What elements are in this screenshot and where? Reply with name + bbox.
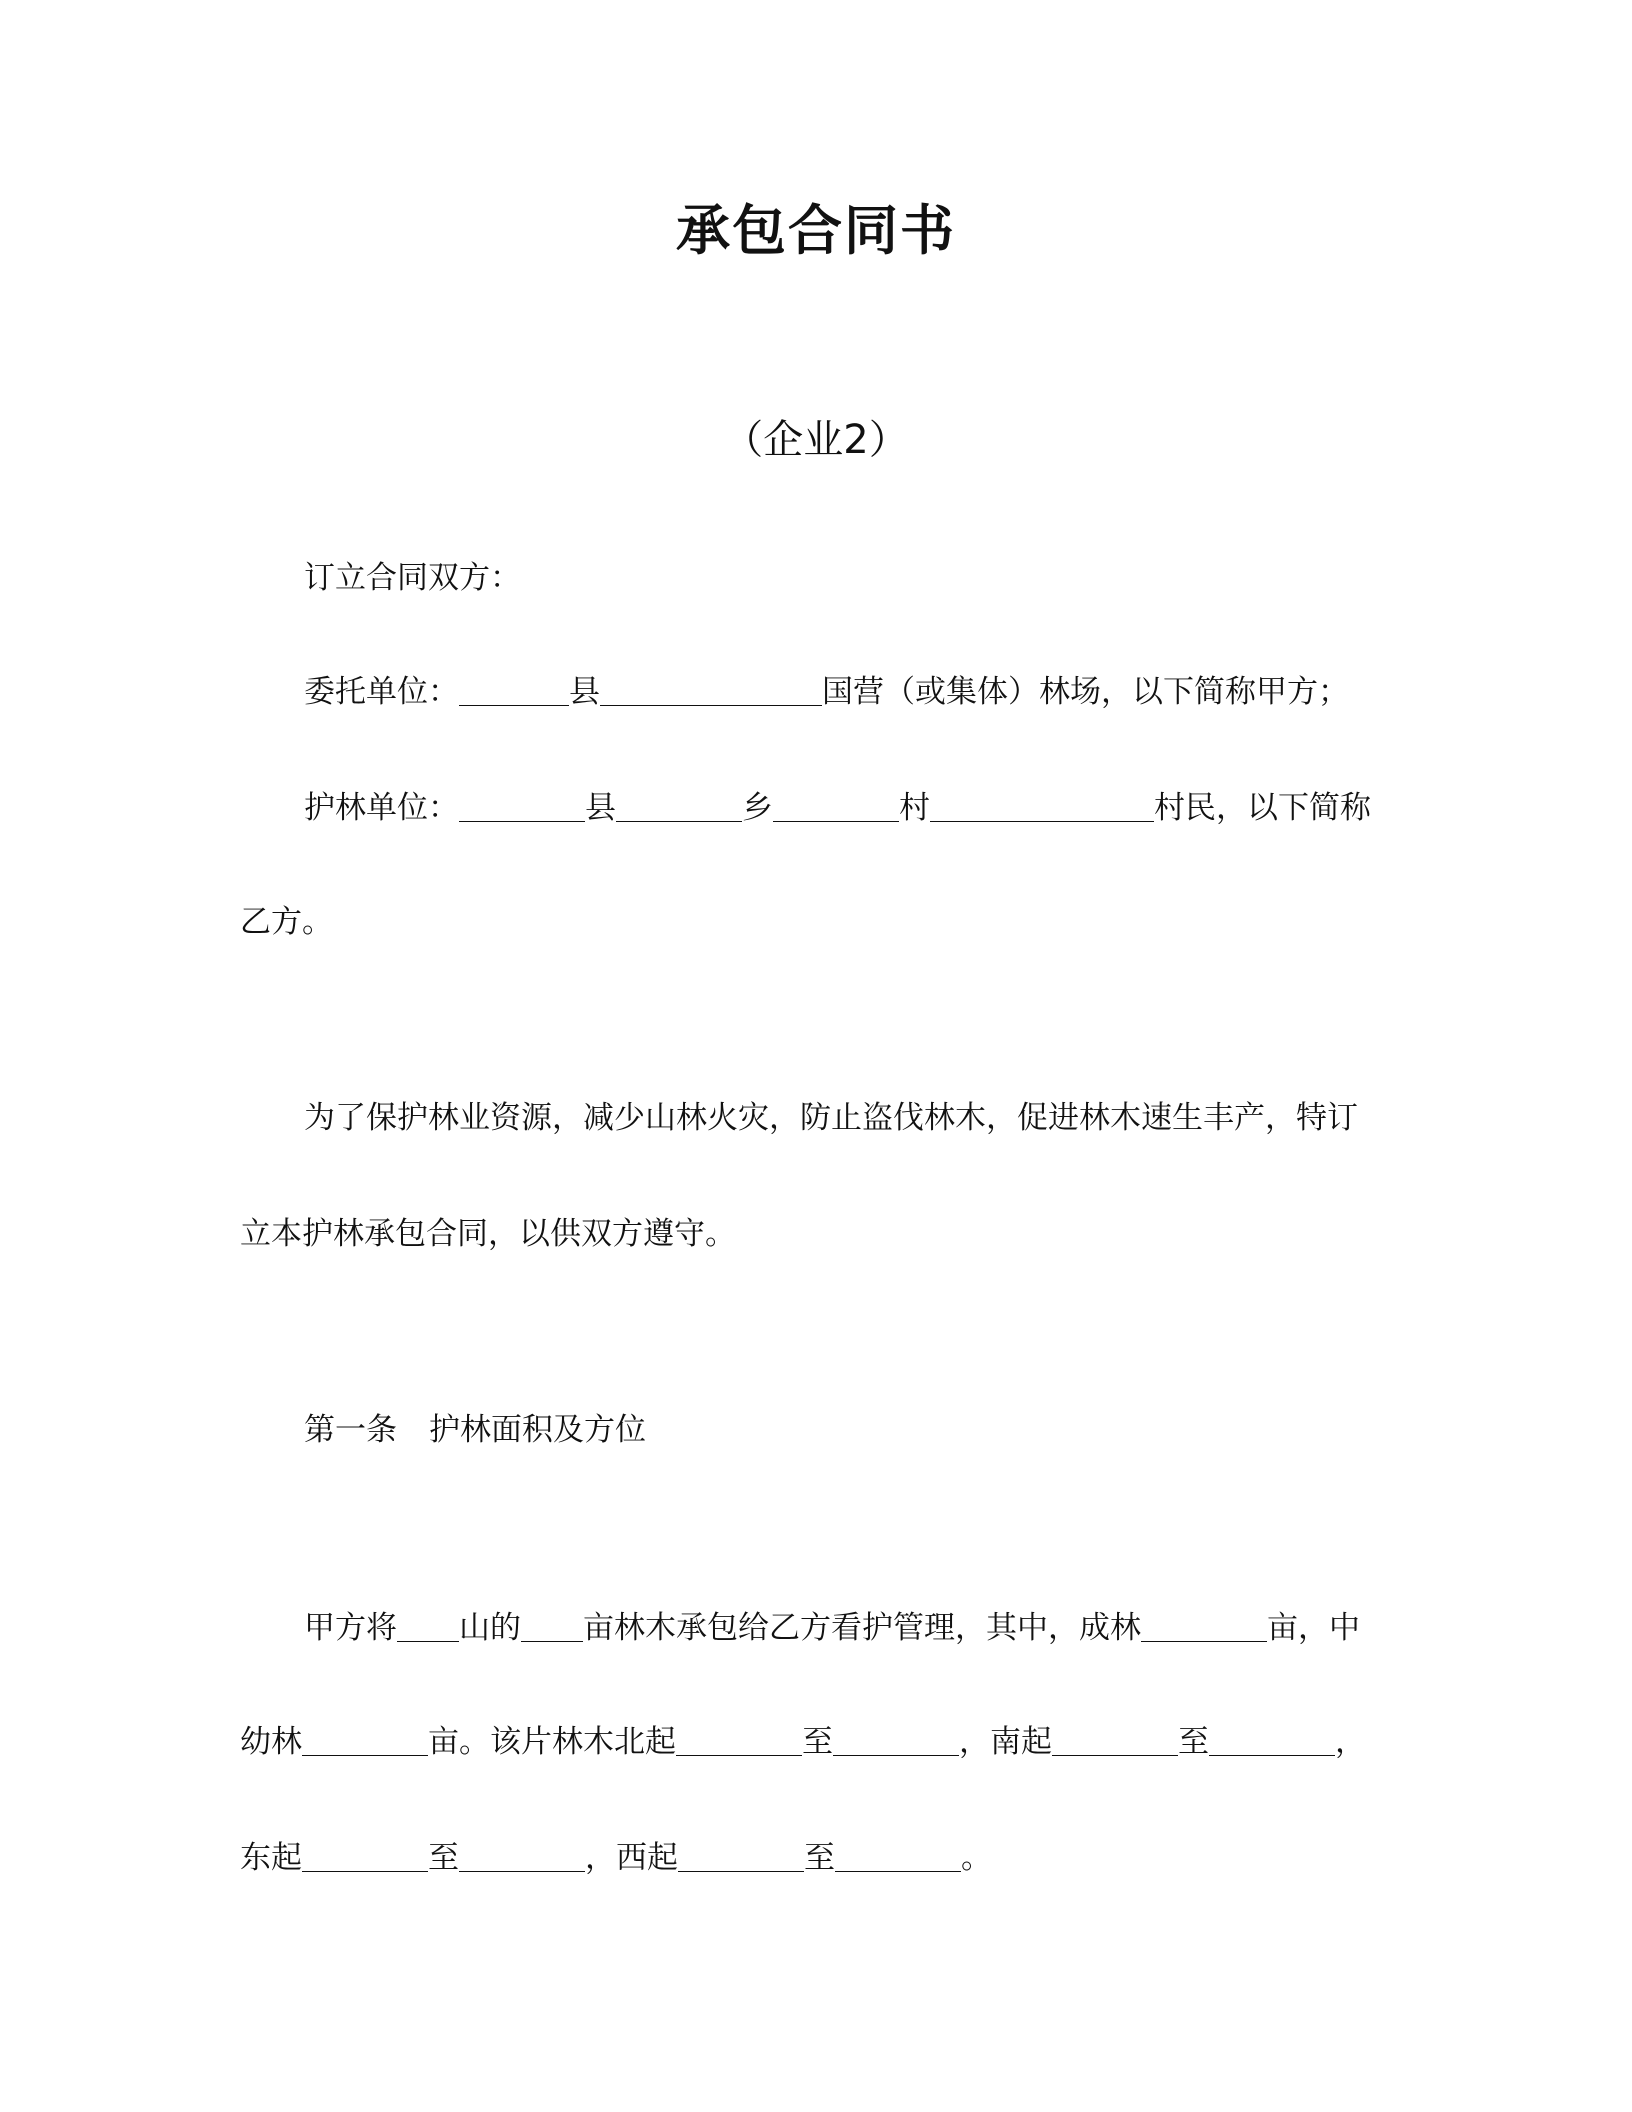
blank-client-county (459, 675, 569, 706)
article-1-title: 护林面积及方位 (429, 1412, 646, 1448)
clause-text: 幼林 (240, 1724, 302, 1760)
blank-west-from (678, 1841, 804, 1872)
clause-text: 至 (1178, 1724, 1209, 1760)
document-subtitle: （企业2） (723, 417, 909, 463)
clause-text: ，南起 (959, 1724, 1052, 1760)
clause-text: 。 (961, 1840, 992, 1876)
clause-text: 亩林木承包给乙方看护管理，其中，成林 (583, 1610, 1141, 1646)
blank-east-from (302, 1841, 428, 1872)
clause-line-3 (240, 1836, 992, 1880)
blank-west-to (835, 1841, 961, 1872)
parties-heading: 订立合同双方： (304, 560, 521, 596)
blank-mountain (397, 1611, 459, 1642)
guard-label: 护林单位： (304, 790, 459, 826)
client-county-text: 县 (569, 674, 600, 710)
blank-mature-forest (1141, 1611, 1267, 1642)
clause-text: 亩。该片林木北起 (428, 1724, 676, 1760)
guard-line-end: 乙方。 (240, 904, 333, 940)
clause-text: 至 (804, 1840, 835, 1876)
article-1-heading (304, 1408, 646, 1452)
clause-text: ， (1335, 1724, 1366, 1760)
guard-village-text: 村 (899, 790, 930, 826)
clause-text: 东起 (240, 1840, 302, 1876)
blank-north-from (676, 1725, 802, 1756)
clause-text: 至 (428, 1840, 459, 1876)
blank-south-to (1209, 1725, 1335, 1756)
guard-villager-text: 村民，以下简称 (1154, 790, 1371, 826)
blank-young-forest (302, 1725, 428, 1756)
document-title: 承包合同书 (676, 199, 956, 262)
blank-guard-county (459, 791, 585, 822)
blank-south-from (1052, 1725, 1178, 1756)
purpose-line-1: 为了保护林业资源，减少山林火灾，防止盗伐林木，促进林木速生丰产，特订 (304, 1100, 1358, 1136)
guard-line (304, 786, 1371, 830)
client-farm-text: 国营（或集体）林场，以下简称甲方； (822, 674, 1349, 710)
blank-north-to (833, 1725, 959, 1756)
blank-client-farm (600, 675, 822, 706)
clause-text: 甲方将 (304, 1610, 397, 1646)
blank-guard-village (773, 791, 899, 822)
client-label: 委托单位： (304, 674, 459, 710)
clause-line-1 (304, 1606, 1360, 1650)
blank-guard-township (616, 791, 742, 822)
blank-guard-villager (930, 791, 1154, 822)
blank-east-to (459, 1841, 585, 1872)
client-line (304, 670, 1349, 714)
article-1-number: 第一条 (304, 1412, 397, 1448)
guard-township-text: 乡 (742, 790, 773, 826)
clause-text: 亩，中 (1267, 1610, 1360, 1646)
clause-text: 山的 (459, 1610, 521, 1646)
clause-line-2 (240, 1720, 1366, 1764)
clause-text: 至 (802, 1724, 833, 1760)
blank-total-area (521, 1611, 583, 1642)
clause-text: ，西起 (585, 1840, 678, 1876)
guard-county-text: 县 (585, 790, 616, 826)
purpose-line-2: 立本护林承包合同，以供双方遵守。 (240, 1216, 736, 1252)
